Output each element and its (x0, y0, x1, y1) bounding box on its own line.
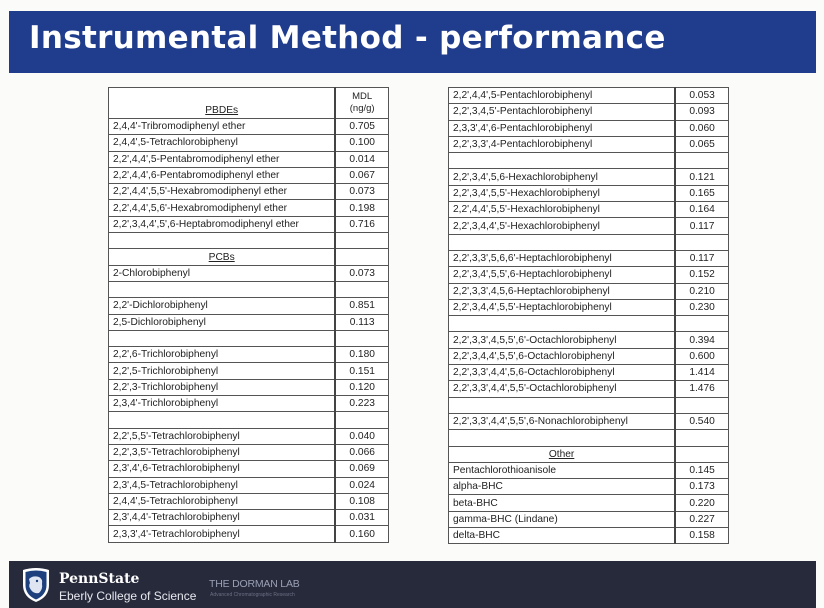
table-row (109, 477, 389, 493)
footer-bar (9, 561, 816, 608)
compound-name (109, 233, 336, 249)
mdl-value: 0.160 (335, 526, 388, 542)
compound-name: 2,3,4'-Trichlorobiphenyl (109, 396, 336, 412)
table-row (449, 413, 729, 429)
mdl-value (335, 233, 388, 249)
mdl-value: 0.151 (335, 363, 388, 379)
table-row (449, 104, 729, 120)
mdl-value: 0.069 (335, 461, 388, 477)
compound-name (109, 330, 336, 346)
mdl-value: 0.113 (335, 314, 388, 330)
compound-name: 2,2',3,3',4,4',5,6-Octachlorobiphenyl (449, 365, 676, 381)
mdl-value: 0.540 (675, 413, 728, 429)
compound-name: 2,2',3,3',5,6,6'-Heptachlorobiphenyl (449, 250, 676, 266)
compound-name: 2,2',3-Trichlorobiphenyl (109, 379, 336, 395)
mdl-value: 0.145 (675, 462, 728, 478)
table-row (109, 347, 389, 363)
mdl-table-left (108, 87, 389, 543)
spacer-row (109, 281, 389, 297)
table-row (449, 511, 729, 527)
compound-name: 2,2',4,4',5,6'-Hexabromodiphenyl ether (109, 200, 336, 216)
table-row (109, 363, 389, 379)
mdl-value: 0.014 (335, 151, 388, 167)
compound-name: 2,2',4,4',5-Pentabromodiphenyl ether (109, 151, 336, 167)
table-row (109, 298, 389, 314)
compound-name: 2,2',3,4,4',5,5'-Heptachlorobiphenyl (449, 299, 676, 315)
mdl-value (675, 316, 728, 332)
mdl-value: 0.223 (335, 396, 388, 412)
compound-name: 2,2',4,4',5-Pentachlorobiphenyl (449, 88, 676, 104)
mdl-value: 1.414 (675, 365, 728, 381)
mdl-value: 0.040 (335, 428, 388, 444)
mdl-value: 0.053 (675, 88, 728, 104)
compound-name: 2,2',4,4',5,5'-Hexabromodiphenyl ether (109, 184, 336, 200)
mdl-value: 0.100 (335, 135, 388, 151)
mdl-value: 0.060 (675, 120, 728, 136)
section-header: PCBs (109, 249, 336, 265)
mdl-value: 0.024 (335, 477, 388, 493)
pennstate-wordmark: PennState (59, 571, 140, 587)
compound-name (109, 412, 336, 428)
table-row (109, 396, 389, 412)
mdl-value (675, 446, 728, 462)
mdl-value (335, 412, 388, 428)
compound-name: 2,2',3,3',4-Pentachlorobiphenyl (449, 136, 676, 152)
compound-name: 2,3,3',4'-Tetrachlorobiphenyl (109, 526, 336, 542)
table-row (449, 120, 729, 136)
compound-name (109, 281, 336, 297)
compound-name: alpha-BHC (449, 479, 676, 495)
mdl-value: 0.073 (335, 265, 388, 281)
spacer-row (449, 234, 729, 250)
mdl-value (335, 281, 388, 297)
table-row (109, 216, 389, 232)
page-title: Instrumental Method - performance (29, 20, 666, 56)
compound-name: 2,3',4,5-Tetrachlorobiphenyl (109, 477, 336, 493)
table-row (449, 88, 729, 104)
spacer-row (109, 412, 389, 428)
spacer-row (109, 233, 389, 249)
table-row (109, 135, 389, 151)
compound-name: 2,2',4,4',5,5'-Hexachlorobiphenyl (449, 202, 676, 218)
table-row (109, 379, 389, 395)
mdl-value: 0.394 (675, 332, 728, 348)
compound-name (449, 430, 676, 446)
table-row (109, 428, 389, 444)
compound-name: 2,3',4',6-Tetrachlorobiphenyl (109, 461, 336, 477)
compound-name: 2,2',3,4,4',5,5',6-Octachlorobiphenyl (449, 348, 676, 364)
compound-name: Pentachlorothioanisole (449, 462, 676, 478)
mdl-value: 0.158 (675, 528, 728, 544)
mdl-value (675, 153, 728, 169)
table-row (449, 267, 729, 283)
table-row (449, 332, 729, 348)
mdl-value: 0.851 (335, 298, 388, 314)
table-row (109, 200, 389, 216)
spacer-row (449, 153, 729, 169)
table-row (109, 444, 389, 460)
table-row (449, 283, 729, 299)
mdl-value: 0.073 (335, 184, 388, 200)
mdl-value: 0.173 (675, 479, 728, 495)
table-row (449, 528, 729, 544)
mdl-value (335, 330, 388, 346)
compound-name (449, 234, 676, 250)
mdl-value: 0.210 (675, 283, 728, 299)
mdl-value (675, 234, 728, 250)
table-row (109, 151, 389, 167)
compound-name: 2,4,4',5-Tetrachlorobiphenyl (109, 493, 336, 509)
mdl-value: 0.716 (335, 216, 388, 232)
table-row (449, 202, 729, 218)
mdl-value: 0.705 (335, 119, 388, 135)
section-header-pbdes: PBDEs (109, 88, 336, 119)
table-row (109, 167, 389, 183)
table-row (449, 479, 729, 495)
mdl-column-header: MDL (ng/g) (335, 88, 388, 119)
compound-name: 2,3',4,4'-Tetrachlorobiphenyl (109, 510, 336, 526)
section-row (449, 446, 729, 462)
table-row (449, 462, 729, 478)
compound-name: beta-BHC (449, 495, 676, 511)
mdl-value: 0.067 (335, 167, 388, 183)
mdl-value: 0.600 (675, 348, 728, 364)
mdl-value: 0.066 (335, 444, 388, 460)
compound-name (449, 153, 676, 169)
section-header: Other (449, 446, 676, 462)
compound-name: 2,2',3,5'-Tetrachlorobiphenyl (109, 444, 336, 460)
compound-name: 2,2',5-Trichlorobiphenyl (109, 363, 336, 379)
college-name: Eberly College of Science (59, 589, 197, 603)
table-row (109, 184, 389, 200)
table-row (109, 265, 389, 281)
spacer-row (449, 316, 729, 332)
compound-name: 2,2',4,4',6-Pentabromodiphenyl ether (109, 167, 336, 183)
mdl-value: 0.117 (675, 250, 728, 266)
mdl-value: 0.121 (675, 169, 728, 185)
compound-name: gamma-BHC (Lindane) (449, 511, 676, 527)
table-row (109, 510, 389, 526)
table-row (109, 119, 389, 135)
mdl-value: 0.152 (675, 267, 728, 283)
table-row (449, 185, 729, 201)
mdl-value: 0.065 (675, 136, 728, 152)
section-row (109, 249, 389, 265)
mdl-value: 0.198 (335, 200, 388, 216)
compound-name: 2,2',6-Trichlorobiphenyl (109, 347, 336, 363)
compound-name: 2,2',3,4',5,5'-Hexachlorobiphenyl (449, 185, 676, 201)
compound-name: 2,4,4',5-Tetrachlorobiphenyl (109, 135, 336, 151)
compound-name: 2,2',3,3',4,5,6-Heptachlorobiphenyl (449, 283, 676, 299)
mdl-value (675, 397, 728, 413)
compound-name: 2,3,3',4',6-Pentachlorobiphenyl (449, 120, 676, 136)
compound-name (449, 397, 676, 413)
table-row (449, 136, 729, 152)
table-row (109, 461, 389, 477)
table-row (449, 348, 729, 364)
compound-name: 2,2'-Dichlorobiphenyl (109, 298, 336, 314)
mdl-value: 0.165 (675, 185, 728, 201)
mdl-value: 0.117 (675, 218, 728, 234)
compound-name: 2,2',3,4',5,5',6-Heptachlorobiphenyl (449, 267, 676, 283)
spacer-row (449, 430, 729, 446)
mdl-value: 0.164 (675, 202, 728, 218)
title-bar (9, 11, 816, 73)
compound-name (449, 316, 676, 332)
table-row (449, 299, 729, 315)
table-row (109, 314, 389, 330)
mdl-value (675, 430, 728, 446)
compound-name: 2,2',3,3',4,4',5,5',6-Nonachlorobiphenyl (449, 413, 676, 429)
lab-name: THE DORMAN LAB (209, 578, 300, 590)
mdl-table-right (448, 87, 729, 544)
table-row (449, 381, 729, 397)
table-row (449, 218, 729, 234)
table-row (109, 526, 389, 542)
compound-name: 2,2',3,4,5'-Pentachlorobiphenyl (449, 104, 676, 120)
mdl-value: 1.476 (675, 381, 728, 397)
compound-name: 2,2',3,4,4',5',6-Heptabromodiphenyl ether (109, 216, 336, 232)
mdl-value: 0.230 (675, 299, 728, 315)
spacer-row (449, 397, 729, 413)
mdl-value (335, 249, 388, 265)
compound-name: 2,2',3,4',5,6-Hexachlorobiphenyl (449, 169, 676, 185)
compound-name: 2,2',3,3',4,4',5,5'-Octachlorobiphenyl (449, 381, 676, 397)
compound-name: delta-BHC (449, 528, 676, 544)
compound-name: 2,4,4'-Tribromodiphenyl ether (109, 119, 336, 135)
table-row (449, 495, 729, 511)
mdl-value: 0.031 (335, 510, 388, 526)
compound-name: 2,2',3,3',4,5,5',6'-Octachlorobiphenyl (449, 332, 676, 348)
mdl-value: 0.108 (335, 493, 388, 509)
compound-name: 2,2',5,5'-Tetrachlorobiphenyl (109, 428, 336, 444)
mdl-value: 0.093 (675, 104, 728, 120)
nittany-lion-shield-icon (21, 567, 51, 603)
table-row (449, 250, 729, 266)
mdl-value: 0.220 (675, 495, 728, 511)
mdl-value: 0.120 (335, 379, 388, 395)
lab-subtitle: Advanced Chromatographic Research (210, 592, 295, 598)
table-row (449, 365, 729, 381)
mdl-value: 0.180 (335, 347, 388, 363)
table-header-row (109, 88, 389, 119)
compound-name: 2,5-Dichlorobiphenyl (109, 314, 336, 330)
table-row (449, 169, 729, 185)
spacer-row (109, 330, 389, 346)
table-row (109, 493, 389, 509)
mdl-value: 0.227 (675, 511, 728, 527)
compound-name: 2-Chlorobiphenyl (109, 265, 336, 281)
compound-name: 2,2',3,4,4',5'-Hexachlorobiphenyl (449, 218, 676, 234)
